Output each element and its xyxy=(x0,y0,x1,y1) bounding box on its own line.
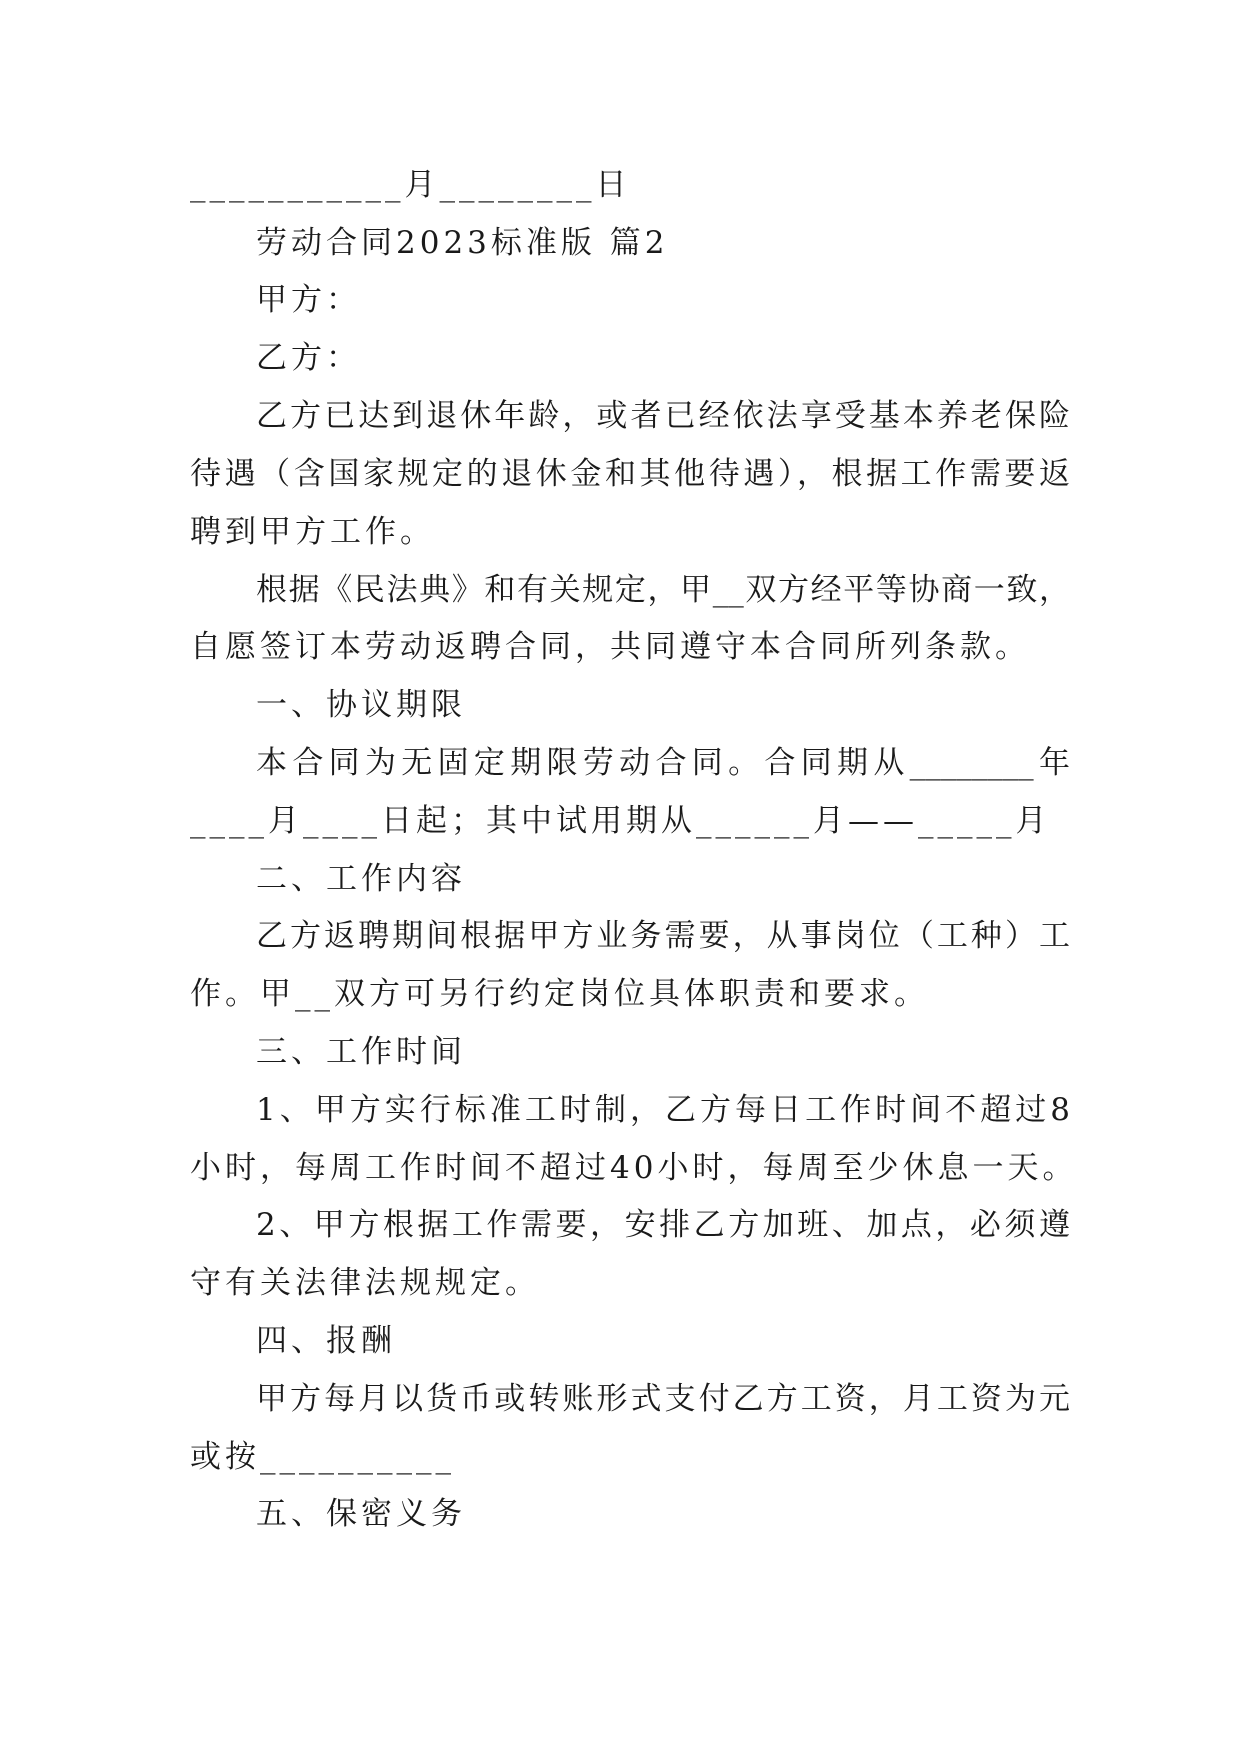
party-a-label: 甲方： xyxy=(256,282,361,318)
section-title: 劳动合同2023标准版 篇2 xyxy=(256,225,669,261)
date-line: ___________月________日 xyxy=(190,167,631,203)
paragraph-line: 根据《民法典》和有关规定，甲__双方经平等协商一致， xyxy=(256,572,1070,608)
paragraph-line: 待遇（含国家规定的退休金和其他待遇），根据工作需要返 xyxy=(190,456,1070,492)
paragraph-line: 乙方已达到退休年龄，或者已经依法享受基本养老保险 xyxy=(256,398,1070,434)
paragraph-line: 1、甲方实行标准工时制，乙方每日工作时间不超过8 xyxy=(256,1092,1070,1128)
paragraph-line: 小时，每周工作时间不超过40小时，每周至少休息一天。 xyxy=(190,1150,1078,1186)
paragraph-line: 聘到甲方工作。 xyxy=(190,514,435,550)
paragraph-line: 乙方返聘期间根据甲方业务需要，从事岗位（工种）工 xyxy=(256,918,1070,954)
section-heading: 四、报酬 xyxy=(256,1323,396,1359)
section-heading: 三、工作时间 xyxy=(256,1034,466,1070)
paragraph-line: 本合同为无固定期限劳动合同。合同期从________年 xyxy=(256,745,1070,781)
paragraph-line: 作。甲__双方可另行约定岗位具体职责和要求。 xyxy=(190,976,929,1012)
paragraph-line: ____月____日起；其中试用期从______月——_____月 xyxy=(190,803,1051,839)
paragraph-line: 守有关法律法规规定。 xyxy=(190,1265,540,1301)
paragraph-line: 甲方每月以货币或转账形式支付乙方工资，月工资为元 xyxy=(256,1381,1070,1417)
paragraph-line: 自愿签订本劳动返聘合同，共同遵守本合同所列条款。 xyxy=(190,629,1030,665)
section-heading: 五、保密义务 xyxy=(256,1496,466,1532)
section-heading: 二、工作内容 xyxy=(256,861,466,897)
party-b-label: 乙方： xyxy=(256,340,361,376)
paragraph-line: 2、甲方根据工作需要，安排乙方加班、加点，必须遵 xyxy=(256,1207,1070,1243)
section-heading: 一、协议期限 xyxy=(256,687,466,723)
paragraph-line: 或按__________ xyxy=(190,1439,455,1475)
